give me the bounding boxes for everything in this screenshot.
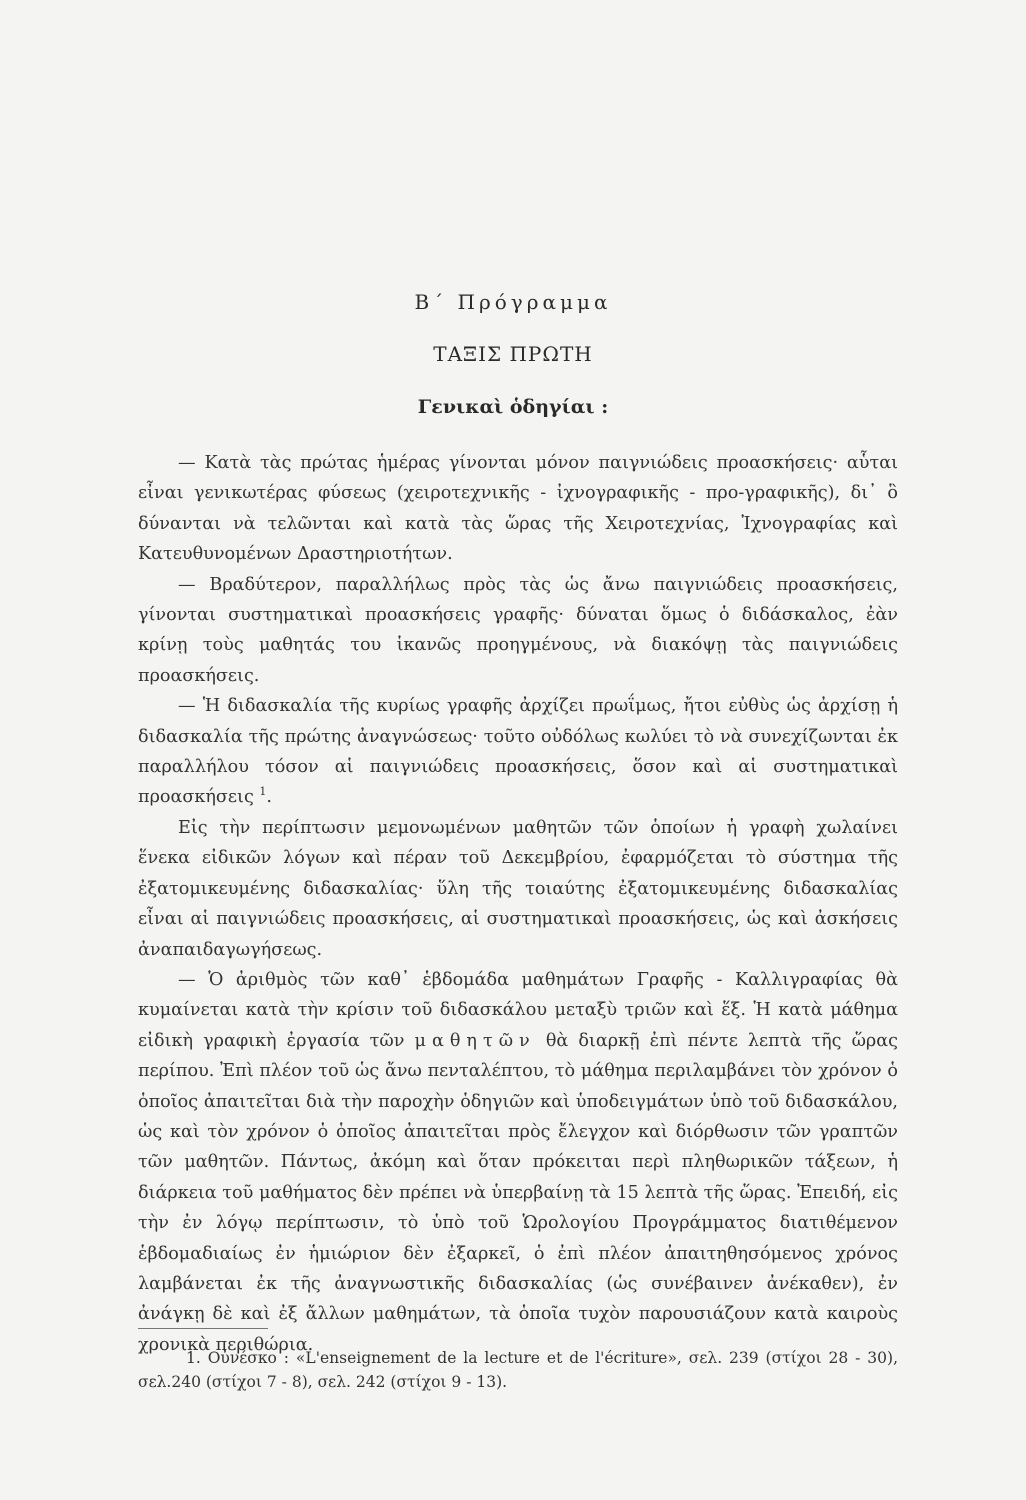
paragraph-5 [138,965,898,1360]
paragraph-4: Εἰς τὴν περίπτωσιν μεμονωμένων μαθητῶν τῶν ὁποίων ἡ γραφὴ χωλαίνει ἕνεκα εἰδικῶν λόγων καὶ πέραν τοῦ Δεκεμβρίου, ἐφαρμόζεται τὸ σύστημα τῆς ἐξατομικευμένης διδασκαλίας· ὕλη τῆς τοιαύτης ἐξατομικευμένης διδασκαλίας εἶναι αἱ παιγνιώδεις προασκήσεις, αἱ συστηματικαὶ προασκήσεις, ὡς καὶ ἀσκήσεις ἀναπαιδαγωγήσεως. [138,817,898,960]
paragraph-2: — Βραδύτερον, παραλλήλως πρὸς τὰς ὡς ἄνω παιγνιώδεις προασκήσεις, γίνονται συστηματικαὶ προασκήσεις γραφῆς· δύναται ὅμως ὁ διδάσκαλος, ἐὰν κρίνῃ τοὺς μαθητάς του ἱκανῶς προηγμένους, νὰ διακόψῃ τὰς παιγνιώδεις προασκήσεις. [138,574,898,686]
class-title: ΤΑΞΙΣ ΠΡΩΤΗ [433,342,593,366]
paragraph-5-rest: θὰ διαρκῇ ἐπὶ πέντε λεπτὰ τῆς ὥρας περίπου. Ἐπὶ πλέον τοῦ ὡς ἄνω πενταλέπτου, τὸ μάθημα περιλαμβάνει τὸν χρόνον ὁ ὁποῖος ἀπαιτεῖται διὰ τὴν παροχὴν ὁδηγιῶν καὶ ὑποδειγμάτων ὑπὸ τοῦ διδασκάλου, ὡς καὶ τὸν χρόνον ὁ ὁποῖος ἀπαιτεῖται πρὸς ἔλεγχον καὶ διόρθωσιν τῶν γραπτῶν τῶν μαθητῶν. Πάντως, ἀκόμη καὶ ὅταν πρόκειται περὶ πληθωρικῶν τάξεων, ἡ διάρκεια τοῦ μαθήματος δὲν πρέπει νὰ ὑπερβαίνῃ τὰ 15 λεπτὰ τῆς ὥρας. Ἐπειδή, εἰς τὴν ἐν λόγῳ περίπτωσιν, τὸ ὑπὸ τοῦ Ὡρολογίου Προγράμματος διατιθέμενον ἑβδομαδιαίως ἐν ἡμιώριον δὲν ἐξαρκεῖ, ὁ ἐπὶ πλέον ἀπαιτηθησόμενος χρόνος λαμβάνεται ἐκ τῆς ἀναγνωστικῆς διδασκαλίας (ὡς συνέβαινεν ἀνέκαθεν), ἐν ἀνάγκῃ δὲ καὶ ἐξ ἄλλων μαθημάτων, τὰ ὁποῖα τυχὸν παρουσιάζουν κατὰ καιροὺς χρονικὰ περιθώρια. [138,1030,898,1355]
paragraph-3-end: . [266,787,272,808]
footnote-text: 1. Οὐνέσκο : «L'enseignement de la lecture et de l'écriture», σελ. 239 (στίχοι 28 - 30), σελ.240 (στίχοι 7 - 8), σελ. 242 (στίχοι 9 - 13). [138,1349,898,1391]
paragraph-5-spaced-word: μαθητῶν [414,1030,536,1051]
footnote-divider [138,1328,268,1329]
page-header [0,290,1026,418]
paragraph-3 [138,691,898,813]
section-title: Γενικαὶ ὁδηγίαι : [417,396,609,418]
body-text [138,448,898,1360]
footnote [138,1346,898,1394]
paragraph-1: — Κατὰ τὰς πρώτας ἡμέρας γίνονται μόνον παιγνιώδεις προασκήσεις· αὗται εἶναι γενικωτέρας φύσεως (χειροτεχνικῆς - ἰχνογραφικῆς - προ-γραφικῆς), δι᾽ ὃ δύνανται νὰ τελῶνται καὶ κατὰ τὰς ὥρας τῆς Χειροτεχνίας, Ἰχνογραφίας καὶ Κατευθυνομένων Δραστηριοτήτων. [138,453,898,565]
program-title: Β΄ Πρόγραμμα [414,290,612,314]
paragraph-5-start: — Ὁ ἀριθμὸς τῶν καθ᾽ ἑβδομάδα μαθημάτων Γραφῆς - Καλλιγραφίας θὰ κυμαίνεται κατὰ τὴν κρίσιν τοῦ διδασκάλου μεταξὺ τριῶν καὶ ἕξ. Ἡ κατὰ μάθημα εἰδικὴ γραφικὴ ἐργασία τῶν [138,969,898,1051]
paragraph-3-text: — Ἡ διδασκαλία τῆς κυρίως γραφῆς ἀρχίζει πρωΐμως, ἤτοι εὐθὺς ὡς ἀρχίσῃ ἡ διδασκαλία τῆς πρώτης ἀναγνώσεως· τοῦτο οὐδόλως κωλύει τὸ νὰ συνεχίζωνται ἐκ παραλλήλου τόσον αἱ παιγνιώδεις προασκήσεις, ὅσον καὶ αἱ συστηματικαὶ προασκήσεις [138,696,898,808]
footnote-ref: 1 [259,785,267,799]
